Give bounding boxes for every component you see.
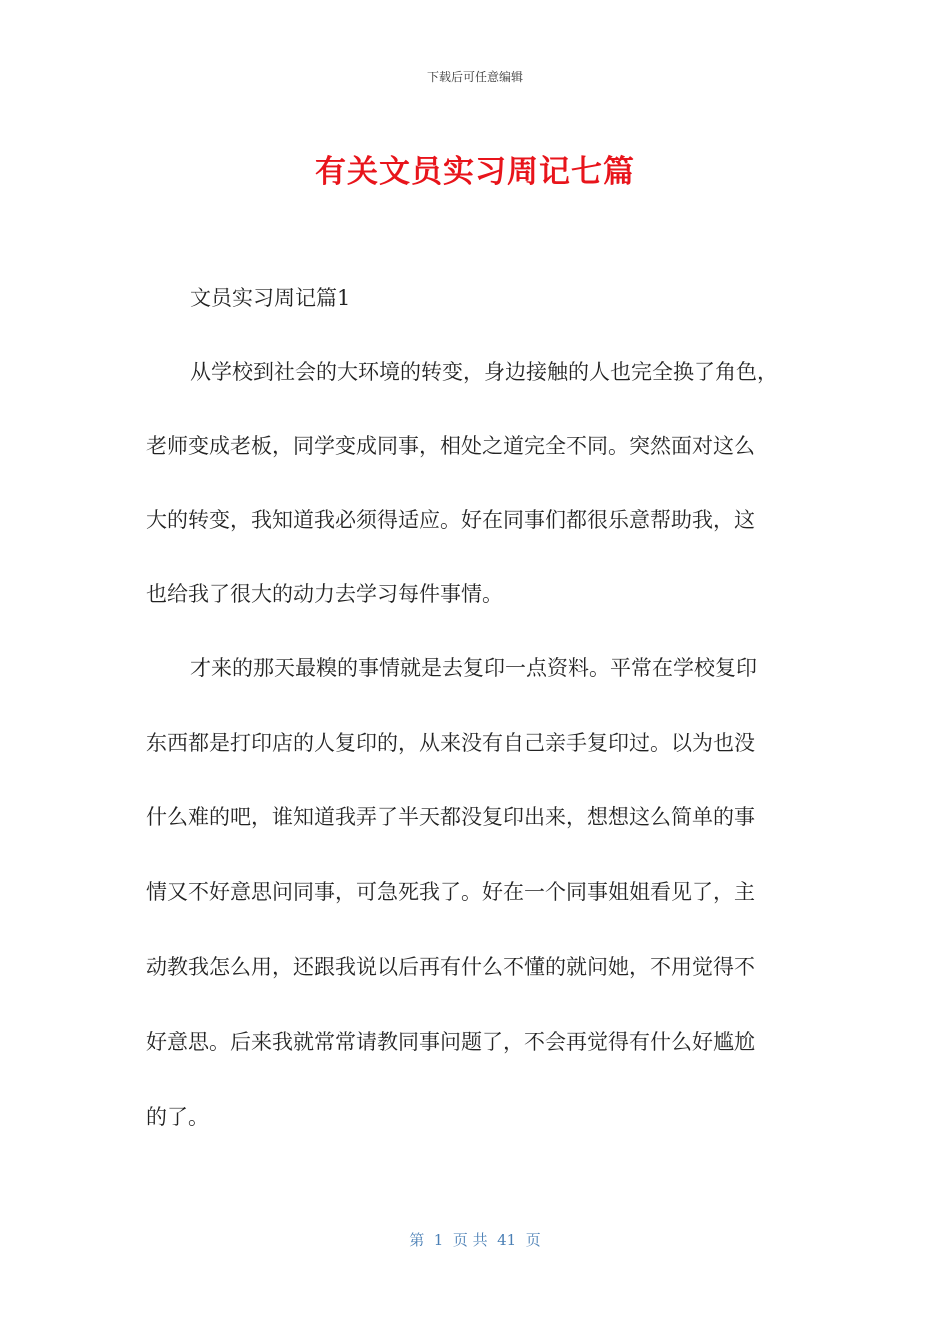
paragraph-line: 大的转变，我知道我必须得适应。好在同事们都很乐意帮助我，这 [146,508,755,532]
document-title: 有关文员实习周记七篇 [315,154,635,190]
paragraph-line: 也给我了很大的动力去学习每件事情。 [146,582,503,606]
paragraph-line: 才来的那天最糗的事情就是去复印一点资料。平常在学校复印 [190,656,757,680]
section-heading: 文员实习周记篇1 [190,286,351,310]
paragraph-line: 情又不好意思问同事，可急死我了。好在一个同事姐姐看见了，主 [146,880,755,904]
header-note: 下载后可任意编辑 [426,70,523,84]
page-number-footer: 第 1 页 共 41 页 [409,1231,541,1249]
paragraph-line: 好意思。后来我就常常请教同事问题了，不会再觉得有什么好尴尬 [146,1030,755,1054]
paragraph-line: 什么难的吧，谁知道我弄了半天都没复印出来，想想这么简单的事 [146,805,755,829]
paragraph-line: 动教我怎么用，还跟我说以后再有什么不懂的就问她，不用觉得不 [146,955,755,979]
paragraph-line: 的了。 [146,1105,209,1129]
paragraph-line: 东西都是打印店的人复印的，从来没有自己亲手复印过。以为也没 [146,731,755,755]
paragraph-line: 从学校到社会的大环境的转变，身边接触的人也完全换了角色， [190,360,778,384]
paragraph-line: 老师变成老板，同学变成同事，相处之道完全不同。突然面对这么 [146,434,755,458]
